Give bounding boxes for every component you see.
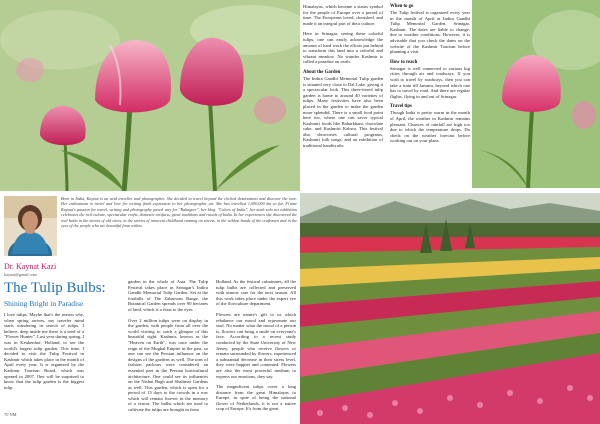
article-column-top-1	[303, 4, 383, 154]
author-photo	[4, 196, 57, 256]
article-column-1	[4, 312, 84, 395]
travel-tips-heading: Travel tips	[390, 104, 412, 110]
page-footer	[4, 412, 17, 417]
tulip-field-photo	[300, 193, 600, 424]
page-number: 70	[4, 412, 9, 417]
article-paragraph: The Tulip festival is organized every year in the month of April at Indira Gandhi Tulip Memorial Garden, Srinagar, Kashmir. The dates are liable to change, due to weather conditions. However, it is advisable that you check the dates on the website of the Kashmir Tourism before planning a visit.	[390, 10, 470, 55]
how-to-reach-heading: How to reach	[390, 59, 418, 65]
article-paragraph: Over 2 million tulips were on display in the garden, with people from all over the world visiting to catch a glimpse of this beautiful sight. Kashmir, known as the "Heaven on Earth", was once under the reign of the Mughal Empire in the past, so one can see the Persian influence on the designs of the gardens as well. The tons of fashion parlours were considered an essential part in the Persian horticultural architecture. One could see its influences on the Nishat Bagh and Shalimar Gardens as well. This garden, which is open for a period of 15 days to the crowds in a row which will remain forever in the memory of a visitor. The bulbs which are used to cultivate the tulips are brought in from	[128, 317, 208, 413]
author-name: Dr. Kaynat Kazi	[4, 262, 57, 271]
article-title: The Tulip Bulbs:	[4, 280, 106, 296]
article-column-2	[128, 279, 208, 418]
article-paragraph: The magnificent tulips cover a long distance from the great Himalayas to Europe, in spite of being the national flower of Netherlands, it is not a native crop of Europe. It's from the great	[216, 384, 296, 412]
author-bio: Born in India, Kaynat is an avid traveller and photographer. She decided to travel beyond the cliched destinations and discover the rare. Her enthusiasm to travel and love for writing finds expression in her photographic art. She has travelled 1,000,000 km so far. Fi'ume Kaynat's passion for travel, writing and photography paved way for "Rahageer", her blog. "Colors of India", her sixth solo art exhibition celebrates the rich culture, spectacular crafts, domestic artifacts, great traditions and rituals of India. In her experiences she discovered the real India in the streets of old cities, in the stories of innocent childhood running on streets, in the wildest hands of the craftsmen and in the eyes of the people who are beautiful from within.	[61, 196, 297, 229]
article-paragraph: I love tulips. Maybe that's the reason why, when spring arrives, my traveler mind starts wandering in search of tulips. I believe, deep inside me there is a seed of a "Flower Hunter". Last year during spring, I was in Keukenhof, Holland, to see the world's largest tulip garden. This time, I decided to visit the Tulip Festival in Kashmir which takes place in the month of April every year. It is organized by the Kashmir Tourism Board, which was opened in 2007. One will be surprised to know that the tulip garden is the biggest tulip	[4, 312, 84, 390]
article-column-3	[216, 279, 296, 417]
article-paragraph: Holland. As the festival culminates, all the tulip bulbs are collected and preserved with utmost care for the next season. All this work takes place under the expert eye of the floriculture department.	[216, 279, 296, 307]
about-garden-heading: About the Garden	[303, 69, 341, 75]
tulip-photo-top-right	[472, 0, 600, 188]
magazine-label: NM	[9, 412, 17, 417]
article-paragraph: garden in the whole of Asia. The Tulip Festival takes place in Srinagar's Indira Gandhi Memorial Tulip Garden. Set at the foothills of The Zabarwan Range, the Botanical Garden spreads over 90 hectares of land, which is a feast to the eyes.	[128, 279, 208, 312]
article-paragraph: Himalayas, which became a status symbol for the people of Europe over a period of time. The Europeans loved, cherished, and made it an integral part of their culture.	[303, 4, 383, 26]
author-email: kaynat@gmail.com	[4, 272, 37, 277]
tulip-photo-top-left	[0, 0, 300, 191]
when-to-go-heading: When to go	[390, 4, 414, 9]
article-paragraph: Here in Srinagar, seeing these colorful tulips, one can easily acknowledge the amount of hard work the efforts put behind to transform this land into a colorful and vibrant meadow. No wonder Kashmir is called a paradise on earth.	[303, 31, 383, 65]
article-paragraph: Srinagar is well connected to various big cities through air and roadways. If you wish to travel by roadways, then you can take a train till Jammu, beyond which one has to travel by road. And there are regular flights, flying in and out of Srinagar.	[390, 65, 470, 99]
article-paragraph: Flowers are nature's gift to us which rebalance our mood and rejuvenate our soul. No matter what the mood of a person is, flowers can bring a smile on everyone's face. According to a recent study conducted by the State University of New Jersey, people who receive flowers or remain surrounded by flowers, experienced a substantial decrease in their stress level, they were happier and contented. Flowers are also the most powerful medium to express our emotions, they say.	[216, 311, 296, 379]
article-paragraph: The Indira Gandhi Memorial Tulip garden is situated very close to Dal Lake, giving it a spectacular look. This three-tiered tulip garden is home to around 40 varieties of tulips. Many festivities have also been placed in the garden to make the garden more splendid. There is a small food point here too, where one can savor typical Kashmiri foods like Baharkhani, chocolate cake, and Kashmiri Kahwa. This festival also showcases cultural programs, Kashmiri folk songs, and an exhibition of traditional handicrafts.	[303, 75, 383, 149]
article-paragraph: Though India is pretty warm in the month of April, the weather in Kashmir remains pleasant. Chances of rainfall are high too due to which the temperature drops. Do check on the weather forecast before working out on your plans.	[390, 110, 470, 144]
article-column-top-2	[390, 4, 470, 149]
article-subtitle: Shining Bright in Paradise	[4, 299, 84, 308]
